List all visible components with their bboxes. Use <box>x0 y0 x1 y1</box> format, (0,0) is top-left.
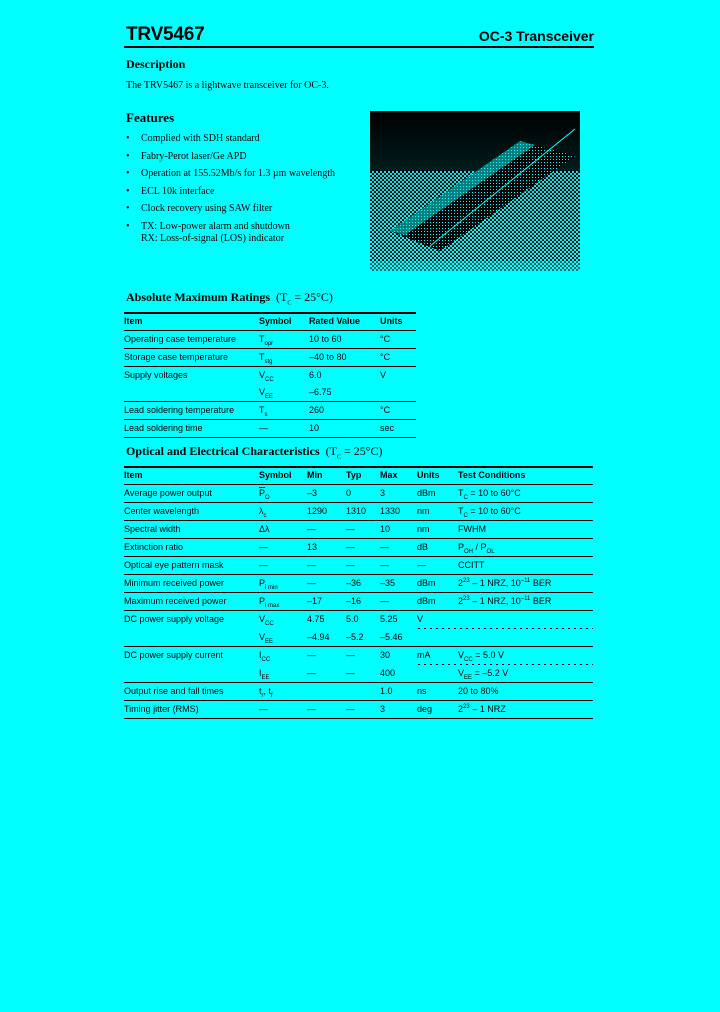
oec-symbol-cell: $I_{EE}$ <box>259 668 270 681</box>
oec-symbol-cell: $t_r$, $t_f$ <box>259 686 273 699</box>
feature-item: • Operation at 155.52Mb/s for 1.3 µm wavelength <box>126 168 336 179</box>
oec-row <box>124 539 593 556</box>
oec-units-cell: dBm <box>417 578 436 588</box>
oec-max-cell: 1330 <box>380 506 401 516</box>
amr-row-rule <box>124 437 416 438</box>
amr-units-cell: sec <box>380 423 395 433</box>
oec-item-cell: DC power supply voltage <box>124 614 225 624</box>
amr-row <box>124 420 416 437</box>
oec-min-cell: — <box>307 578 316 588</box>
amr-units-cell: °C <box>380 405 391 415</box>
amr-units-cell: °C <box>380 352 391 362</box>
oec-cond-cell: $V_{CC} = 5.0$ V <box>458 650 504 663</box>
oec-row-rule <box>124 718 593 719</box>
oec-item-cell: Optical eye pattern mask <box>124 560 224 570</box>
description-text: The TRV5467 is a lightwave transceiver for OC-3. <box>126 80 329 91</box>
amr-units-cell: °C <box>380 334 391 344</box>
oec-typ-cell: 0 <box>346 488 352 498</box>
oec-cond-cell: $T_C = 10$ to 60°C <box>458 506 521 519</box>
oec-symbol-cell: $V_{CC}$ <box>259 614 274 627</box>
oec-typ-cell: — <box>346 542 355 552</box>
oec-symbol-cell: — <box>259 704 268 714</box>
oec-units-cell: ns <box>417 686 427 696</box>
amr-symbol-cell: $T_s$ <box>259 405 268 418</box>
feature-item: RX: Loss-of-signal (LOS) indicator <box>141 233 285 244</box>
feature-item: • ECL 10k interface <box>126 185 215 197</box>
amr-units-cell: V <box>380 370 387 380</box>
amr-rated-cell: 260 <box>309 405 325 415</box>
oec-cond-cell: $2^{23} - 1$ NRZ, $10^{-11}$ BER <box>458 578 552 588</box>
oec-symbol-cell: Δλ <box>259 524 270 534</box>
oec-units-cell: dB <box>417 542 429 552</box>
oec-units-cell: dBm <box>417 488 436 498</box>
oec-row <box>124 665 593 682</box>
amr-rated-cell: 6.0 <box>309 370 322 380</box>
oec-min-cell: — <box>307 704 316 714</box>
oec-typ-cell: — <box>346 560 355 570</box>
oec-row <box>124 629 593 646</box>
oec-max-cell: 5.25 <box>380 614 398 624</box>
oec-max-cell: — <box>380 560 389 570</box>
features-list <box>126 133 366 251</box>
oec-item-cell: DC power supply current <box>124 650 224 660</box>
oec-item-cell: Timing jitter (RMS) <box>124 704 199 714</box>
amr-header-item: Item <box>124 316 143 326</box>
oec-max-cell: 400 <box>380 668 396 678</box>
oec-header-units: Units <box>417 470 440 480</box>
oec-typ-cell: — <box>346 704 355 714</box>
oec-header-symbol: Symbol <box>259 470 292 480</box>
amr-item-cell: Lead soldering time <box>124 423 203 433</box>
oec-symbol-cell: $V_{EE}$ <box>259 632 274 645</box>
feature-item: • TX: Low-power alarm and shutdown <box>126 220 290 232</box>
amr-item-cell: Storage case temperature <box>124 352 229 362</box>
amr-symbol-cell: — <box>259 423 268 433</box>
amr-symbol-cell: $T_{opr}$ <box>259 334 274 347</box>
oec-min-cell: — <box>307 650 316 660</box>
amr-row <box>124 331 416 348</box>
oec-item-cell: Maximum received power <box>124 596 227 606</box>
feature-item: • Fabry-Perot laser/Ge APD <box>126 150 247 162</box>
oec-min-cell: 4.75 <box>307 614 325 624</box>
oec-item-cell: Center wavelength <box>124 506 200 516</box>
amr-row <box>124 402 416 419</box>
amr-row <box>124 349 416 366</box>
oec-header-typ: Typ <box>346 470 362 480</box>
oec-cond-cell: 20 to 80% <box>458 686 499 696</box>
oec-cond-cell: $2^{23} - 1$ NRZ <box>458 704 506 714</box>
oec-min-cell: — <box>307 668 316 678</box>
oec-header-min: Min <box>307 470 323 480</box>
oec-cond-cell: $2^{23} - 1$ NRZ, $10^{-11}$ BER <box>458 596 552 606</box>
oec-min-cell: –4.94 <box>307 632 330 642</box>
oec-item-cell: Minimum received power <box>124 578 225 588</box>
amr-symbol-cell: $V_{CC}$ <box>259 370 274 383</box>
header-rule <box>124 46 594 48</box>
oec-header-row <box>124 467 593 484</box>
oec-units-cell: nm <box>417 506 430 516</box>
amr-rated-cell: 10 <box>309 423 320 433</box>
oec-symbol-cell: $\lambda_c$ <box>259 506 267 519</box>
oec-units-cell: dBm <box>417 596 436 606</box>
oec-cond-cell: $P_{OH} / P_{OL}$ <box>458 542 495 555</box>
oec-min-cell: 13 <box>307 542 318 552</box>
oec-item-cell: Spectral width <box>124 524 181 534</box>
amr-rated-cell: –6.75 <box>309 387 332 397</box>
amr-row <box>124 384 416 401</box>
oec-cond-cell: CCITT <box>458 560 485 570</box>
oec-cond-cell: $V_{EE} = -5.2$ V <box>458 668 509 681</box>
oec-symbol-cell: $P_{i max}$ <box>259 596 280 609</box>
oec-item-cell: Extinction ratio <box>124 542 184 552</box>
amr-heading: Absolute Maximum Ratings $(T_C = 25^\circ C)$ <box>126 290 333 307</box>
description-heading: Description <box>126 57 186 71</box>
oec-row <box>124 575 593 592</box>
oec-symbol-cell: $P_{i min}$ <box>259 578 278 591</box>
oec-max-cell: — <box>380 596 389 606</box>
oec-symbol-cell: $\overline{P}_O$ <box>259 488 270 501</box>
oec-max-cell: — <box>380 542 389 552</box>
oec-max-cell: –35 <box>380 578 396 588</box>
oec-max-cell: 10 <box>380 524 391 534</box>
features-heading: Features <box>126 110 175 125</box>
oec-max-cell: 3 <box>380 704 386 714</box>
oec-row <box>124 557 593 574</box>
product-type: OC-3 Transceiver <box>478 28 594 44</box>
oec-max-cell: 30 <box>380 650 391 660</box>
amr-rated-cell: –40 to 80 <box>309 352 347 362</box>
oec-table <box>124 467 593 719</box>
amr-header-row <box>124 313 416 330</box>
oec-typ-cell: 5.0 <box>346 614 359 624</box>
oec-row <box>124 503 593 520</box>
oec-typ-cell: — <box>346 650 355 660</box>
oec-min-cell: –17 <box>307 596 323 606</box>
oec-row <box>124 521 593 538</box>
oec-item-cell: Output rise and fall times <box>124 686 224 696</box>
product-photo <box>370 111 580 271</box>
feature-item: • Clock recovery using SAW filter <box>126 203 273 214</box>
oec-units-cell: nm <box>417 524 430 534</box>
amr-header-symbol: Symbol <box>259 316 292 326</box>
oec-typ-cell: — <box>346 668 355 678</box>
oec-max-cell: –5.46 <box>380 632 403 642</box>
amr-table <box>124 313 416 438</box>
oec-header-max: Max <box>380 470 398 480</box>
oec-max-cell: 1.0 <box>380 686 393 696</box>
oec-min-cell: –3 <box>307 488 318 498</box>
oec-max-cell: 3 <box>380 488 386 498</box>
oec-row <box>124 647 593 664</box>
oec-units-cell: deg <box>417 704 433 714</box>
oec-heading: Optical and Electrical Characteristics $(T_C = 25^\circ C)$ <box>126 444 383 461</box>
amr-rated-cell: 10 to 60 <box>309 334 342 344</box>
oec-symbol-cell: $I_{CC}$ <box>259 650 271 663</box>
oec-header-item: Item <box>124 470 143 480</box>
oec-cond-cell: FWHM <box>458 524 486 534</box>
oec-typ-cell: –36 <box>346 578 362 588</box>
oec-typ-cell: 1310 <box>346 506 367 516</box>
oec-units-cell: mA <box>417 650 431 660</box>
amr-header-units: Units <box>380 316 403 326</box>
amr-symbol-cell: $V_{EE}$ <box>259 387 274 400</box>
amr-item-cell: Lead soldering temperature <box>124 405 235 415</box>
amr-item-cell: Operating case temperature <box>124 334 237 344</box>
oec-units-cell: V <box>417 614 424 624</box>
amr-item-cell: Supply voltages <box>124 370 188 380</box>
oec-cond-cell: $T_C = 10$ to 60°C <box>458 488 521 501</box>
oec-symbol-cell: — <box>259 560 268 570</box>
oec-item-cell: Average power output <box>124 488 212 498</box>
part-number-title: TRV5467 <box>126 24 205 45</box>
oec-typ-cell: –16 <box>346 596 362 606</box>
oec-min-cell: 1290 <box>307 506 328 516</box>
oec-row <box>124 611 593 628</box>
oec-typ-cell: –5.2 <box>346 632 364 642</box>
feature-item: • Complied with SDH standard <box>126 133 260 144</box>
oec-row <box>124 593 593 610</box>
oec-min-cell: — <box>307 560 316 570</box>
oec-row <box>124 485 593 502</box>
oec-typ-cell: — <box>346 524 355 534</box>
oec-min-cell: — <box>307 524 316 534</box>
amr-header-rated: Rated Value <box>309 316 361 326</box>
amr-symbol-cell: $T_{stg}$ <box>259 352 273 365</box>
oec-header-cond: Test Conditions <box>458 470 526 480</box>
oec-row <box>124 701 593 718</box>
amr-row <box>124 367 416 384</box>
oec-symbol-cell: — <box>259 542 268 552</box>
oec-units-cell: — <box>417 560 426 570</box>
oec-row <box>124 683 593 700</box>
